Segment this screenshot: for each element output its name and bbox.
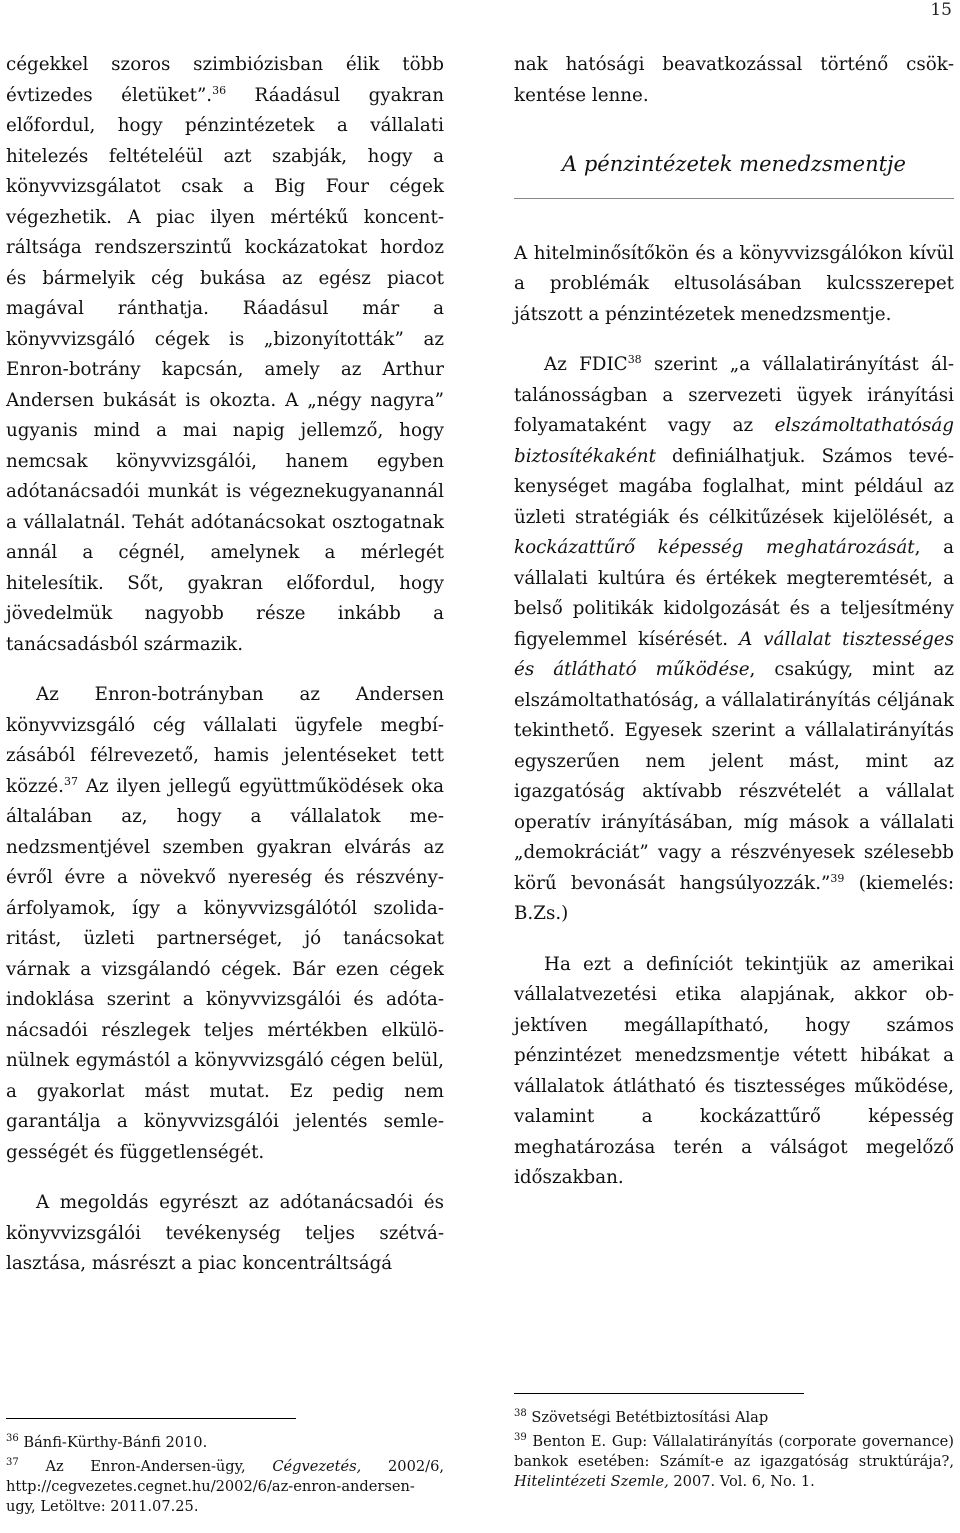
- footnote-divider: [6, 1418, 296, 1419]
- footnote-number: 39: [514, 1432, 527, 1444]
- footnote-39: [514, 1432, 954, 1492]
- footnote-37: [6, 1457, 444, 1517]
- emphasis: Hitelintézeti Szemle,: [514, 1473, 669, 1490]
- footnote-ref-39: 39: [830, 871, 845, 885]
- footnotes-left: [6, 1418, 444, 1521]
- text-run: definiálhatjuk. Számos tevékenységet magába foglalhat, mint például az üzleti stratégiák és célkitűzések kijelölését, a: [514, 445, 954, 528]
- footnote-text: Az Enron-Andersen-ügy,: [18, 1458, 273, 1475]
- footnote-36: [6, 1433, 444, 1453]
- paragraph: Ha ezt a definíciót tekintjük az amerikai vállalatvezetési etika alapjának, akkor objektíven megállapítható, hogy számos pénzintézet menedzsmentje vétett hibákat a vállalatok átlátható és tisztességes működése, valamint a kockázattűrő képesség meghatározása terén a válságot megelőző időszakban.: [514, 953, 954, 1188]
- paragraph: nak hatósági beavatkozással történő csökkentése lenne.: [514, 54, 954, 106]
- paragraph: [514, 350, 954, 930]
- left-column: [6, 50, 444, 1280]
- paragraph: [6, 680, 444, 1168]
- text-run: Ráadásul gyakran előfordul, hogy pénzintézetek a vállalati hitelezés feltételéül azt szabják, hogy a könyvvizsgálatot csak a Big Four cégek végezhetik. A piac ilyen mértékű koncentráltsága rendszerszintű kockázatokat hordoz és bármelyik cég bukása az egész piacot magával ránthatja. Ráadásul már a könyvvizsgáló cégek is „bizonyították” az Enron-botrány kapcsán, amely az Arthur Andersen bukását is okozta. A „négy nagyra” ugyanis mind a mai napig jellemző, hogy nemcsak könyvvizsgálói, hanem egyben adótanácsadói munkát is végeznekugyanannál a vállalatnál. Tehát adótanácsokat osztogatnak annál a cégnél, amelynek a mérlegét hitelesítik. Sőt, gyakran előfordul, hogy jövedelmük nagyobb része inkább a tanácsadásból származik.: [6, 84, 444, 655]
- footnote-text: Szövetségi Betétbiztosítási Alap: [526, 1409, 769, 1426]
- footnote-text: 2007. Vol. 6, No. 1.: [668, 1473, 815, 1490]
- paragraph: [6, 50, 444, 660]
- page-number: 15: [930, 0, 952, 20]
- footnote-text: Bánfi-Kürthy-Bánfi 2010.: [18, 1434, 208, 1451]
- paragraph: A hitelminősítőkön és a könyvvizsgálókon kívül a problémák eltusolásában kulcsszerepet játszott a pénzintézetek menedzsmentje.: [514, 242, 954, 325]
- section-heading: A pénzintézetek menedzsmentje: [562, 152, 906, 176]
- footnote-number: 36: [6, 1433, 19, 1445]
- text-run: cégekkel szoros szimbiózisban élik több évtizedes életüket”.: [6, 54, 444, 106]
- emphasis: elszámoltathatóság biztosítékaként: [514, 415, 954, 467]
- footnote-number: 37: [6, 1457, 19, 1469]
- text-run: , a vállalati kultúra és értékek megteremtését, a belső politikák kidolgozását és a teljesítmény figyelemmel kísérését.: [514, 537, 955, 650]
- footnotes-right: [514, 1393, 954, 1496]
- right-column: [514, 50, 954, 1194]
- footnote-ref-36: 36: [212, 83, 227, 97]
- text-run: szerint „a vállalatirányítást általánosságban a szervezeti ügyek irányítási folyamataként vagy az: [514, 354, 955, 436]
- footnote-text: Benton E. Gup: Vállalatirányítás (corporate governance) bankok esetében: Számít-e az igazgatóság struktúrája?,: [514, 1433, 954, 1470]
- heading-divider: [514, 198, 954, 199]
- footnote-ref-37: 37: [63, 774, 78, 788]
- paragraph: A megoldás egyrészt az adótanácsadói és könyvvizsgálói tevékenység teljes szétválasztása, másrészt a piac koncentráltságá: [6, 1192, 444, 1274]
- text-run: , csakúgy, mint az elszámoltathatóság, a vállalatirányítás céljának tekinthető. Egyesek szerint a vállalatirányítás egyszerűen nem jelent mást, mint az igazgatóság aktívabb részvételét a vállalat operatív irányításában, míg mások a vállalati „demokráciát” vagy a részvényesek szélesebb körű bevonását hangsúlyozzák.”: [514, 659, 954, 894]
- emphasis: Cégvezetés,: [272, 1458, 362, 1475]
- text-run: (kiemelés: B.Zs.): [514, 872, 954, 924]
- footnote-text: 2002/6, http://cegvezetes.cegnet.hu/2002/6/az-enron-andersen-ugy, Letöltve: 2011.07.25.: [6, 1458, 444, 1515]
- text-run: Az FDIC: [544, 354, 628, 375]
- footnote-ref-38: 38: [627, 352, 642, 366]
- footnote-38: [514, 1408, 954, 1428]
- emphasis: A vállalat tisztességes és átlátható működése: [514, 628, 954, 680]
- footnote-divider: [514, 1393, 804, 1394]
- text-run: Az Enron-botrányban az Andersen könyvvizsgáló cég vállalati ügyfele megbízásából félrevezető, hamis jelentéseket tett közzé.: [6, 684, 444, 797]
- text-run: Az ilyen jellegű együttműködések oka általában az, hogy a vállalatok menedzsmentjével szemben gyakran elvárás az évről évre a növekvő nyereség és részvényárfolyamok, így a könyvvizsgálótól szolidaritást, üzleti partnerséget, jó tanácsokat várnak a vizsgálandó cégek. Bár ezen cégek indoklása szerint a könyvvizsgálói és adótanácsadói részlegek teljes mértékben elkülönülnek egymástól a könyvvizsgáló cégen belül, a gyakorlat mást mutat. Ez pedig nem garantálja a könyvvizsgálói jelentés semlegességét és függetlenségét.: [6, 775, 444, 1163]
- footnote-number: 38: [514, 1408, 527, 1420]
- emphasis: kockázattűrő képesség meghatározását: [514, 537, 915, 558]
